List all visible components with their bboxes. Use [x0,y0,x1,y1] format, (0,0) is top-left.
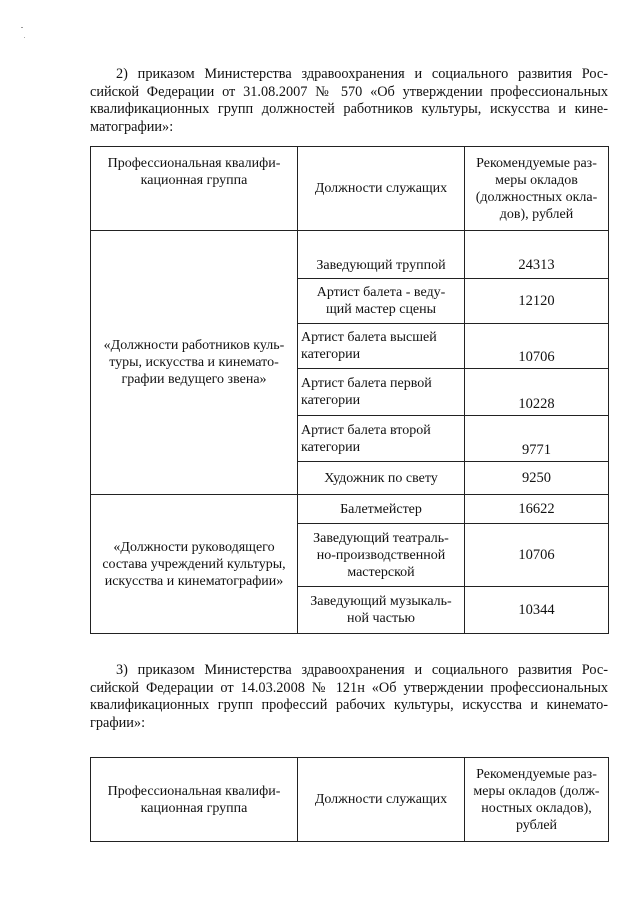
salary-cell: 10706 [465,524,609,587]
position-cell: Заведующий труппой [298,253,465,279]
position-cell: Артист балета - веду- щий мастер сцены [298,279,465,324]
salary-cell: 9250 [465,462,609,495]
salary-cell: 16622 [465,495,609,524]
salary-cell: 24313 [465,253,609,279]
header-salary: Рекомендуемые раз- меры окладов (долж- ностных окладов), рублей [465,758,609,842]
paragraph-line: 2) приказом Министерства здравоохранения и социального развития Рос- [116,66,608,82]
table-row [91,495,609,524]
table-header-row [91,758,609,842]
position-cell: Артист балета второй категории [298,416,465,462]
position-cell: Заведующий музыкаль- ной частью [298,587,465,634]
position-cell: Артист балета первой категории [298,369,465,416]
salary-cell: 10706 [465,324,609,369]
paragraph-line: квалификационных групп должностей работников культуры, искусства и кине- [90,101,608,117]
group-cell: «Должности работников куль- туры, искусства и кинемато- графии ведущего звена» [91,231,298,495]
table-header-row [91,147,609,231]
header-salary: Рекомендуемые раз- меры окладов (должностных окла- дов), рублей [465,147,609,231]
position-cell: Заведующий театраль- но-производственной мастерской [298,524,465,587]
paragraph-line: матографии»: [90,118,174,135]
paragraph-line: квалификационных групп профессий рабочих культуры, искусства и кинемато- [90,697,608,713]
header-group: Профессиональная квалифи- кационная группа [91,147,298,231]
position-cell: Балетмейстер [298,495,465,524]
paragraph-3 [90,662,608,732]
scan-speck [24,37,25,38]
scan-speck [21,27,23,28]
paragraph-line: сийской Федерации от 14.03.2008 № 121н «Об утверждении профессиональных [90,679,608,696]
group-cell: «Должности руководящего состава учреждений культуры, искусства и кинематографии» [91,495,298,634]
paragraph-line: сийской Федерации от 31.08.2007 № 570 «Об утверждении профессиональных [90,83,608,100]
salary-cell [465,231,609,253]
salary-cell: 10228 [465,369,609,416]
header-position: Должности служащих [298,147,465,231]
header-group: Профессиональная квалифи- кационная группа [91,758,298,842]
salary-cell: 9771 [465,416,609,462]
salary-cell: 12120 [465,279,609,324]
position-cell: Артист балета высшей категории [298,324,465,369]
salary-table-2 [90,757,609,842]
salary-table-1 [90,146,609,634]
paragraph-line: 3) приказом Министерства здравоохранения и социального развития Рос- [116,662,608,678]
header-position: Должности служащих [298,758,465,842]
paragraph-line: графии»: [90,714,146,731]
salary-cell: 10344 [465,587,609,634]
table-row [91,231,609,253]
paragraph-2 [90,66,608,136]
position-cell [298,231,465,253]
position-cell: Художник по свету [298,462,465,495]
